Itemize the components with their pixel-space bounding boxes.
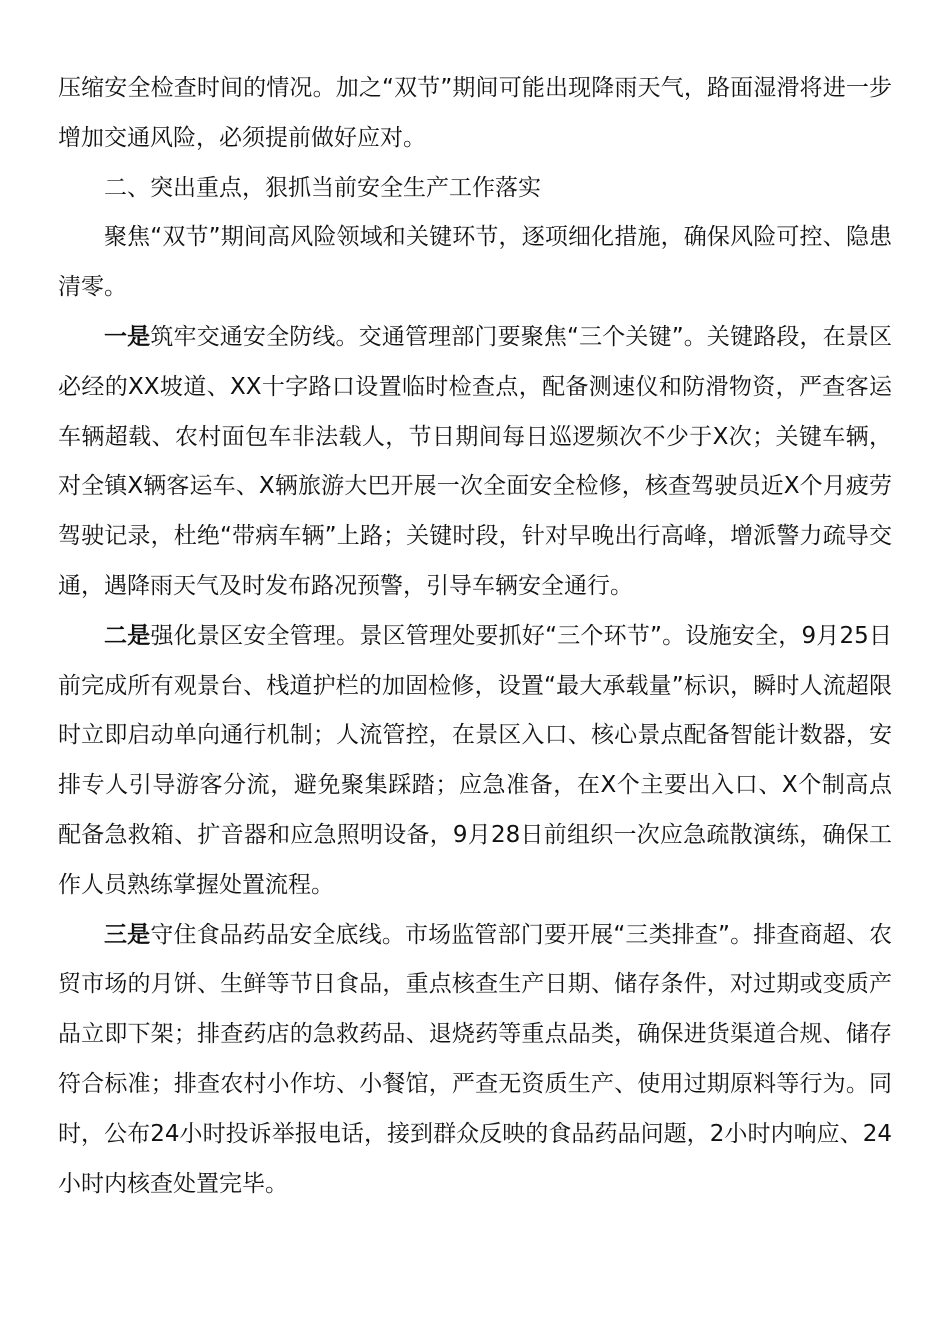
- paragraph-body: 筑牢交通安全防线。交通管理部门要聚焦“三个关键”。关键路段，在景区必经的XX坡道、XX十字路口设置临时检查点，配备测速仪和防滑物资，严查客运车辆超载、农村面包车非法载人，节日期间每日巡逻频次不少于X次；关键车辆，对全镇X辆客运车、X辆旅游大巴开展一次全面安全检修，核查驾驶员近X个月疲劳驾驶记录，杜绝“带病车辆”上路；关键时段，针对早晚出行高峰，增派警力疏导交通，遇降雨天气及时发布路况预警，引导车辆安全通行。: [58, 323, 892, 599]
- document-page: [58, 64, 892, 1209]
- paragraph-body: 守住食品药品安全底线。市场监管部门要开展“三类排查”。排查商超、农贸市场的月饼、生鲜等节日食品，重点核查生产日期、储存条件，对过期或变质产品立即下架；排查药店的急救药品、退烧药等重点品类，确保进货渠道合规、储存符合标准；排查农村小作坊、小餐馆，严查无资质生产、使用过期原料等行为。同时，公布24小时投诉举报电话，接到群众反映的食品药品问题，2小时内响应、24小时内核查处置完毕。: [58, 921, 892, 1197]
- section-intro-paragraph: 聚焦“双节”期间高风险领域和关键环节，逐项细化措施，确保风险可控、隐患清零。: [58, 224, 892, 301]
- paragraph-lead-label: 三是: [104, 921, 151, 948]
- paragraph-food-drug-safety: [58, 911, 892, 1210]
- paragraph-scenic-area-safety: [58, 612, 892, 911]
- paragraph-continuation: 压缩安全检查时间的情况。加之“双节”期间可能出现降雨天气，路面湿滑将进一步增加交通风险，必须提前做好应对。: [58, 75, 892, 151]
- section-heading: 二、突出重点，狠抓当前安全生产工作落实: [104, 174, 541, 201]
- paragraph-lead-label: 二是: [104, 622, 151, 649]
- paragraph-traffic-safety: [58, 313, 892, 612]
- paragraph-lead-label: 一是: [104, 323, 151, 350]
- paragraph-body: 强化景区安全管理。景区管理处要抓好“三个环节”。设施安全，9月25日前完成所有观景台、栈道护栏的加固检修，设置“最大承载量”标识，瞬时人流超限时立即启动单向通行机制；人流管控，在景区入口、核心景点配备智能计数器，安排专人引导游客分流，避免聚集踩踏；应急准备，在X个主要出入口、X个制高点配备急救箱、扩音器和应急照明设备，9月28日前组织一次应急疏散演练，确保工作人员熟练掌握处置流程。: [58, 622, 893, 898]
